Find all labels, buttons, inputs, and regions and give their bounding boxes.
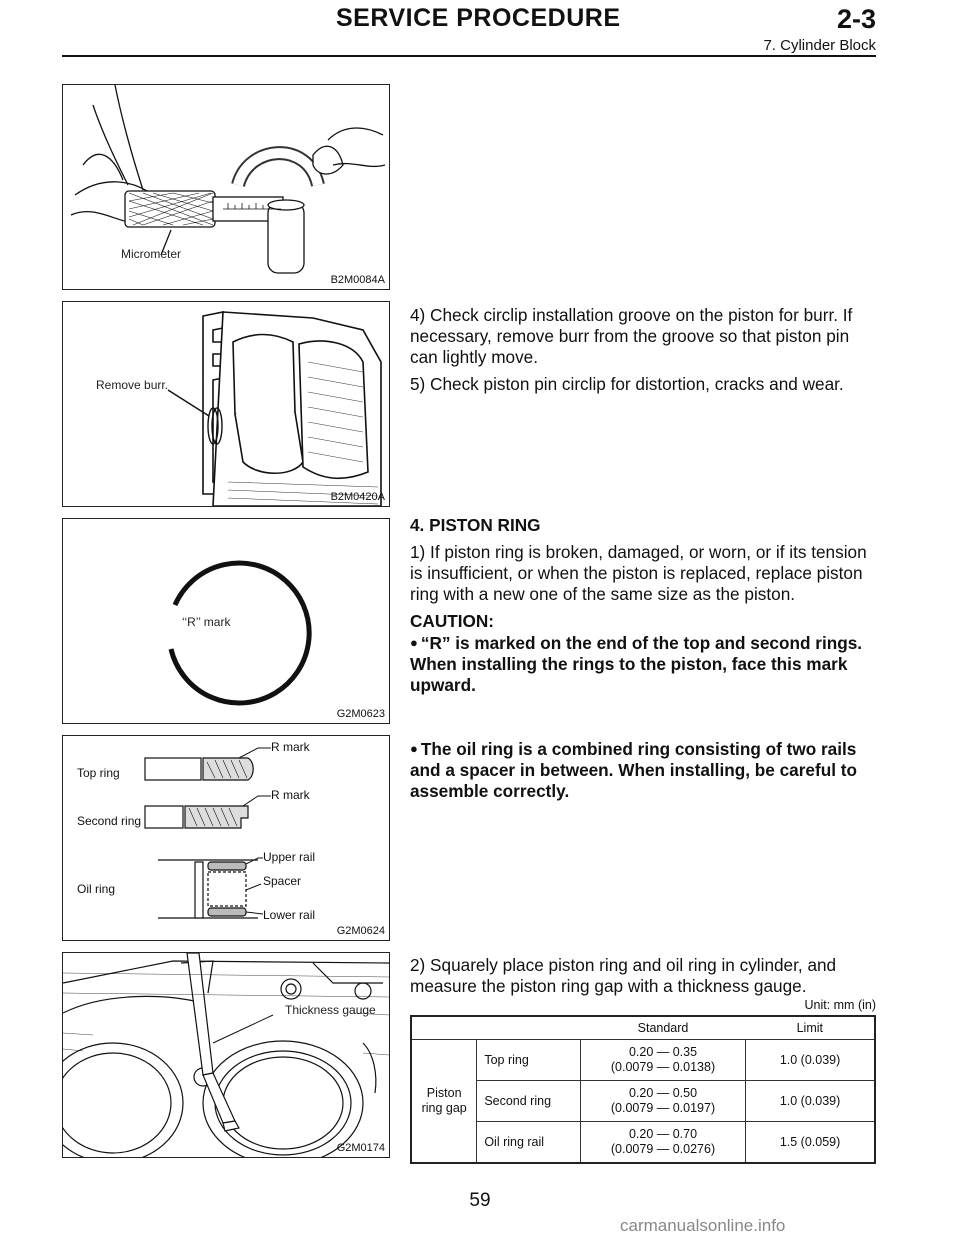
remove-burr-label: Remove burr. [96, 378, 169, 392]
ring-gap-step [410, 955, 876, 1003]
circlip-steps [410, 305, 876, 401]
oil-ring-caution [410, 738, 876, 808]
row-standard [580, 1040, 745, 1081]
subsection-title: 7. Cylinder Block [763, 37, 876, 54]
step-4-text: 4) Check circlip installation groove on the piston for burr. If necessary, remove burr from the groove so that piston pin can lightly move. [410, 305, 853, 367]
standard-mm: 0.20 — 0.70 [628, 1127, 698, 1141]
standard-in: (0.0079 — 0.0138) [610, 1060, 716, 1074]
figure-remove-burr [62, 301, 390, 507]
row-name: Second ring [477, 1081, 581, 1122]
row-name: Top ring [477, 1040, 581, 1081]
header-empty [411, 1016, 477, 1040]
ring-gap-table [410, 1015, 876, 1164]
standard-mm: 0.20 — 0.50 [628, 1086, 698, 1100]
section-title: SERVICE PROCEDURE [336, 4, 621, 32]
standard-in: (0.0079 — 0.0197) [610, 1101, 716, 1115]
caution-item-1 [410, 632, 876, 696]
figure-r-mark-ring [62, 518, 390, 724]
figure-code: G2M0623 [336, 708, 385, 720]
header-empty [477, 1016, 581, 1040]
row-standard [580, 1122, 745, 1164]
table-header-row [411, 1016, 875, 1040]
bullet-icon: ● [410, 635, 418, 650]
unit-label: Unit: mm (in) [804, 998, 876, 1012]
row-name: Oil ring rail [477, 1122, 581, 1164]
figure-code: B2M0420A [330, 491, 385, 503]
step-2-text: 2) Squarely place piston ring and oil ring in cylinder, and measure the piston ring gap with a thickness gauge. [410, 955, 837, 996]
watermark: carmanualsonline.info [620, 1216, 786, 1235]
table-row [411, 1040, 875, 1081]
lower-rail-label: Lower rail [263, 908, 316, 922]
second-ring-label: Second ring [77, 814, 142, 828]
caution-heading: CAUTION: [410, 611, 495, 631]
figure-code: G2M0174 [336, 1142, 385, 1154]
row-limit: 1.0 (0.039) [746, 1081, 875, 1122]
figure-micrometer [62, 84, 390, 290]
r-mark-top-label: R mark [271, 740, 310, 754]
header-standard: Standard [637, 1020, 689, 1035]
row-limit: 1.0 (0.039) [746, 1040, 875, 1081]
micrometer-label: Micrometer [121, 247, 182, 261]
table-row [411, 1122, 875, 1164]
cylinder-gauge-illustration [63, 953, 389, 1157]
spacer-label: Spacer [263, 874, 302, 888]
piston-ring-section [410, 515, 876, 702]
page-number: 59 [469, 1190, 491, 1211]
figure-code: G2M0624 [336, 925, 385, 937]
standard-in: (0.0079 — 0.0276) [610, 1142, 716, 1156]
piston-groove-illustration [63, 302, 389, 506]
figure-ring-sections [62, 735, 390, 941]
table-row [411, 1081, 875, 1122]
header-rule [62, 55, 876, 57]
standard-mm: 0.20 — 0.35 [628, 1045, 698, 1059]
step-1-text: 1) If piston ring is broken, damaged, or worn, or if its tension is insufficient, or when the piston is replaced, replace piston ring with a new one of the same size as the piston. [410, 542, 867, 604]
upper-rail-label: Upper rail [263, 850, 316, 864]
top-ring-label: Top ring [77, 766, 120, 780]
row-limit: 1.5 (0.059) [746, 1122, 875, 1164]
caution-item-2 [410, 738, 876, 802]
thickness-gauge-label: Thickness gauge [285, 1003, 376, 1017]
row-standard [580, 1081, 745, 1122]
oil-ring-label: Oil ring [77, 882, 116, 896]
section-heading: 4. PISTON RING [410, 515, 541, 535]
header-limit: Limit [796, 1020, 823, 1035]
step-5-text: 5) Check piston pin circlip for distortion, cracks and wear. [410, 374, 844, 394]
section-code: 2-3 [836, 4, 876, 34]
r-mark-second-label: R mark [271, 788, 310, 802]
caution-item-2-text: The oil ring is a combined ring consisting of two rails and a spacer in between. When installing, be careful to assemble correctly. [410, 739, 857, 801]
r-mark-label: ‘‘R’’ mark [182, 615, 231, 629]
figure-thickness-gauge [62, 952, 390, 1158]
figure-code: B2M0084A [330, 274, 385, 286]
bullet-icon: ● [410, 741, 418, 756]
caution-item-1-text: “R” is marked on the end of the top and second rings. When installing the rings to the piston, face this mark upward. [410, 633, 863, 695]
group-label: Piston ring gap [411, 1040, 477, 1164]
micrometer-illustration [63, 85, 389, 289]
